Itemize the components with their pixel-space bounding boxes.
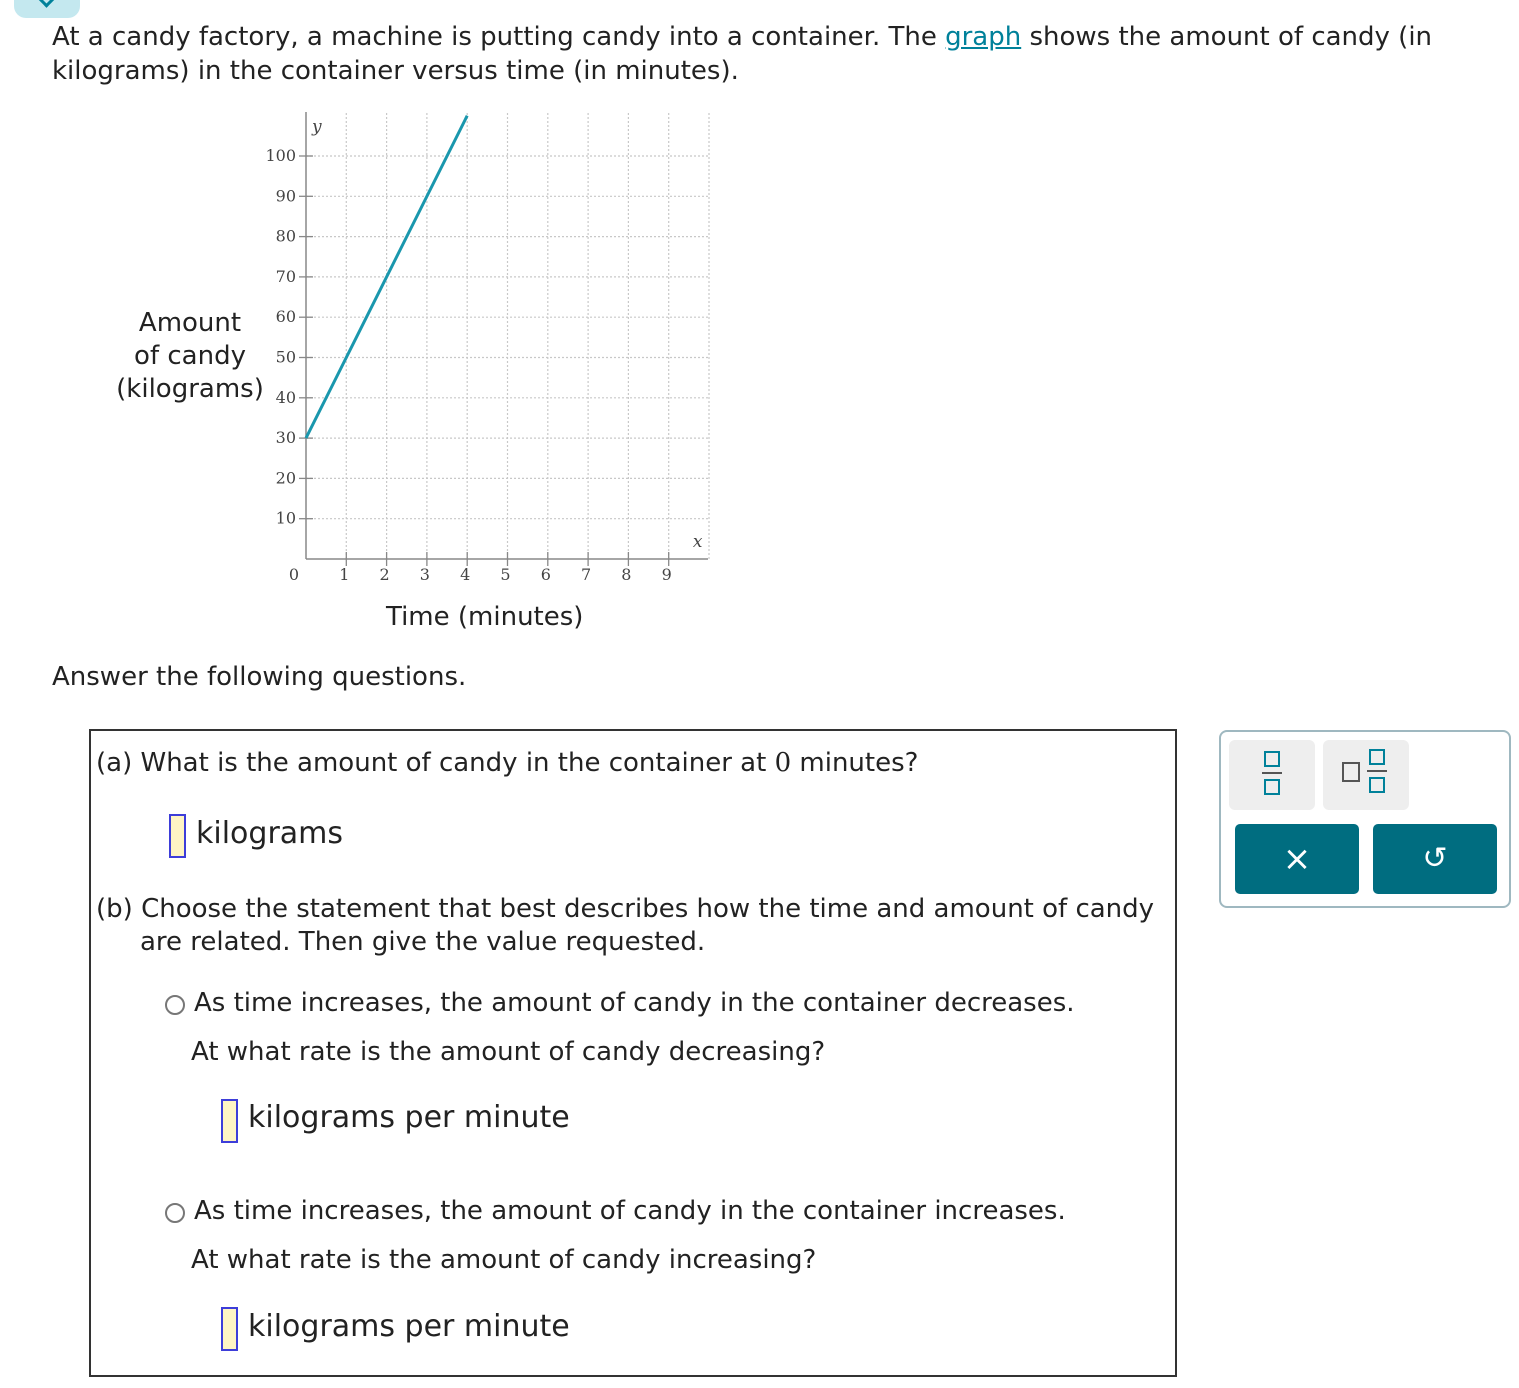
- part-b-question: [96, 893, 1154, 959]
- x-tick-label: 4: [460, 565, 471, 584]
- x-tick-label: 5: [500, 565, 511, 584]
- y-tick-label: 70: [275, 266, 296, 286]
- part-a-number: 0: [774, 748, 792, 778]
- candy-line-chart: [0, 0, 760, 600]
- x-tick-label: 2: [379, 565, 390, 584]
- x-tick-label: 6: [540, 565, 551, 584]
- y-tick-label: 100: [265, 146, 296, 165]
- x-tick-label: 3: [419, 565, 430, 584]
- y-tick-label: 40: [275, 387, 296, 407]
- increase-rate-input[interactable]: [221, 1307, 238, 1351]
- part-a-text-1: What is the amount of candy in the container at: [140, 748, 775, 778]
- problem-text-1: At a candy factory, a machine is putting candy into a container. The: [52, 22, 946, 52]
- part-b-line-2: are related. Then give the value requested.: [140, 927, 706, 957]
- answer-intro: Answer the following questions.: [52, 662, 467, 692]
- option-increases-statement: As time increases, the amount of candy in the container increases.: [194, 1196, 1066, 1226]
- y-tick-label: 20: [275, 468, 296, 488]
- part-b-line-1: Choose the statement that best describes how the time and amount of candy: [141, 894, 1155, 924]
- y-axis-letter: y: [312, 117, 322, 137]
- part-a-answer-input[interactable]: [169, 814, 186, 858]
- x-tick-label: 7: [581, 565, 592, 584]
- mixed-number-tool-button[interactable]: [1323, 740, 1409, 810]
- decrease-rate-unit: kilograms per minute: [248, 1100, 570, 1135]
- undo-icon: ↺: [1422, 841, 1448, 876]
- option-decreases-statement: As time increases, the amount of candy in the container decreases.: [194, 988, 1075, 1018]
- y-axis-title-line-2: of candy: [134, 341, 246, 371]
- option-increases-radio[interactable]: [165, 1203, 185, 1223]
- y-tick-label: 60: [275, 307, 296, 327]
- math-tool-panel: [1219, 730, 1511, 908]
- decrease-rate-input[interactable]: [221, 1099, 238, 1143]
- problem-text-2: shows the amount of candy (in kilograms) in the container versus time (in minutes).: [52, 22, 1433, 86]
- option-decreases-radio[interactable]: [165, 995, 185, 1015]
- origin-label: 0: [288, 565, 300, 584]
- y-axis-title-line-3: (kilograms): [116, 374, 264, 404]
- fraction-icon: [1229, 740, 1315, 810]
- graph-link[interactable]: graph: [945, 22, 1022, 52]
- mixed-number-icon: [1323, 740, 1409, 810]
- undo-button[interactable]: [1373, 824, 1497, 894]
- x-tick-label: 8: [621, 565, 632, 584]
- close-icon: ×: [1282, 839, 1312, 879]
- y-tick-label: 10: [275, 508, 296, 528]
- question-box: [89, 729, 1177, 1377]
- x-axis-title: Time (minutes): [386, 602, 584, 632]
- part-a-label: (a): [96, 748, 133, 778]
- y-axis-title-line-1: Amount: [138, 308, 242, 338]
- option-decreases-prompt: At what rate is the amount of candy decreasing?: [191, 1037, 826, 1067]
- increase-rate-unit: kilograms per minute: [248, 1309, 570, 1344]
- y-tick-label: 30: [275, 428, 296, 448]
- fraction-tool-button[interactable]: [1229, 740, 1315, 810]
- part-b-label: (b): [96, 894, 133, 924]
- option-increases-prompt: At what rate is the amount of candy increasing?: [191, 1245, 817, 1275]
- y-tick-label: 80: [275, 226, 296, 246]
- x-tick-label: 9: [661, 565, 672, 584]
- x-axis-letter: x: [692, 532, 703, 552]
- y-tick-label: 50: [275, 347, 296, 367]
- part-a-question: [96, 747, 918, 780]
- part-a-unit: kilograms: [196, 816, 344, 851]
- y-tick-label: 90: [275, 186, 296, 206]
- clear-button[interactable]: [1235, 824, 1359, 894]
- x-tick-label: 1: [339, 565, 350, 584]
- part-a-text-2: minutes?: [791, 748, 919, 778]
